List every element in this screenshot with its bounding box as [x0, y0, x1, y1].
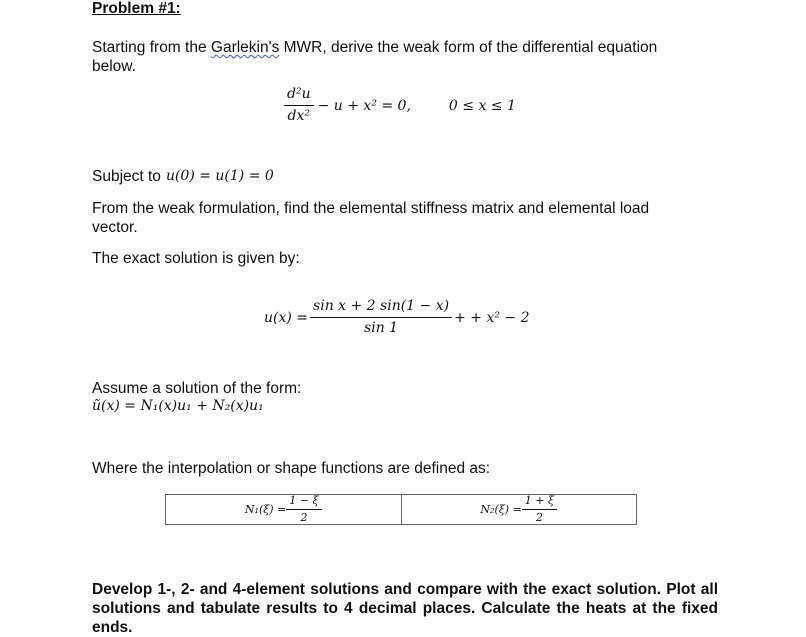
task-paragraph: Develop 1-, 2- and 4-element solutions and compare with the exact solution. Plot all solutions and tabulate results to 4 decimal places. Calculate the heats at the fixed ends. [92, 581, 718, 636]
shape-function-cell [166, 495, 401, 524]
n2-denominator: 2 [535, 511, 543, 524]
exact-fraction [310, 298, 452, 337]
exact-denominator: sin 1 [364, 320, 399, 336]
exact-rest: + + x² − 2 [454, 309, 530, 326]
weak-form-text: From the weak formulation, find the elemental stiffness matrix and elemental load vector. [92, 200, 650, 236]
method-name: Garlekin's [210, 39, 280, 56]
n1-fraction [286, 495, 321, 524]
exact-label: The exact solution is given by: [92, 250, 300, 267]
bc-label: Subject to [92, 168, 161, 185]
ode-numerator: d²u [284, 86, 314, 106]
intro-after: MWR, derive the weak form of the differential equation below. [92, 39, 658, 75]
n2-numerator: 1 + ξ [522, 495, 557, 510]
n2-lhs: N₂(ξ) = [480, 503, 522, 516]
ode-rest: − u + x² = 0, [317, 97, 411, 114]
exact-lhs: u(x) = [264, 309, 309, 326]
boundary-conditions [92, 167, 274, 186]
intro-before: Starting from the [92, 39, 211, 56]
n1-denominator: 2 [300, 511, 308, 524]
bc-expression: u(0) = u(1) = 0 [165, 168, 274, 184]
second-derivative [284, 86, 314, 125]
shape-function-n1 [245, 495, 322, 524]
assumed-solution: ũ(x) = N₁(x)u₁ + N₂(x)u₁ [92, 398, 264, 414]
assume-label: Assume a solution of the form: [92, 380, 302, 397]
ode-denominator: dx² [287, 108, 311, 124]
ode-domain: 0 ≤ x ≤ 1 [448, 97, 516, 114]
intro-paragraph [92, 38, 702, 76]
n1-numerator: 1 − ξ [286, 495, 321, 510]
exact-numerator: sin x + 2 sin(1 − x) [310, 298, 452, 318]
shape-function-n2 [480, 495, 557, 524]
differential-equation [284, 86, 516, 125]
exact-solution [264, 298, 530, 337]
interp-label: Where the interpolation or shape functions are defined as: [92, 460, 491, 477]
shape-function-table [165, 494, 637, 525]
n1-lhs: N₁(ξ) = [244, 503, 287, 516]
n2-fraction [522, 495, 557, 524]
shape-function-cell [401, 495, 637, 524]
problem-heading: Problem #1: [92, 0, 181, 17]
